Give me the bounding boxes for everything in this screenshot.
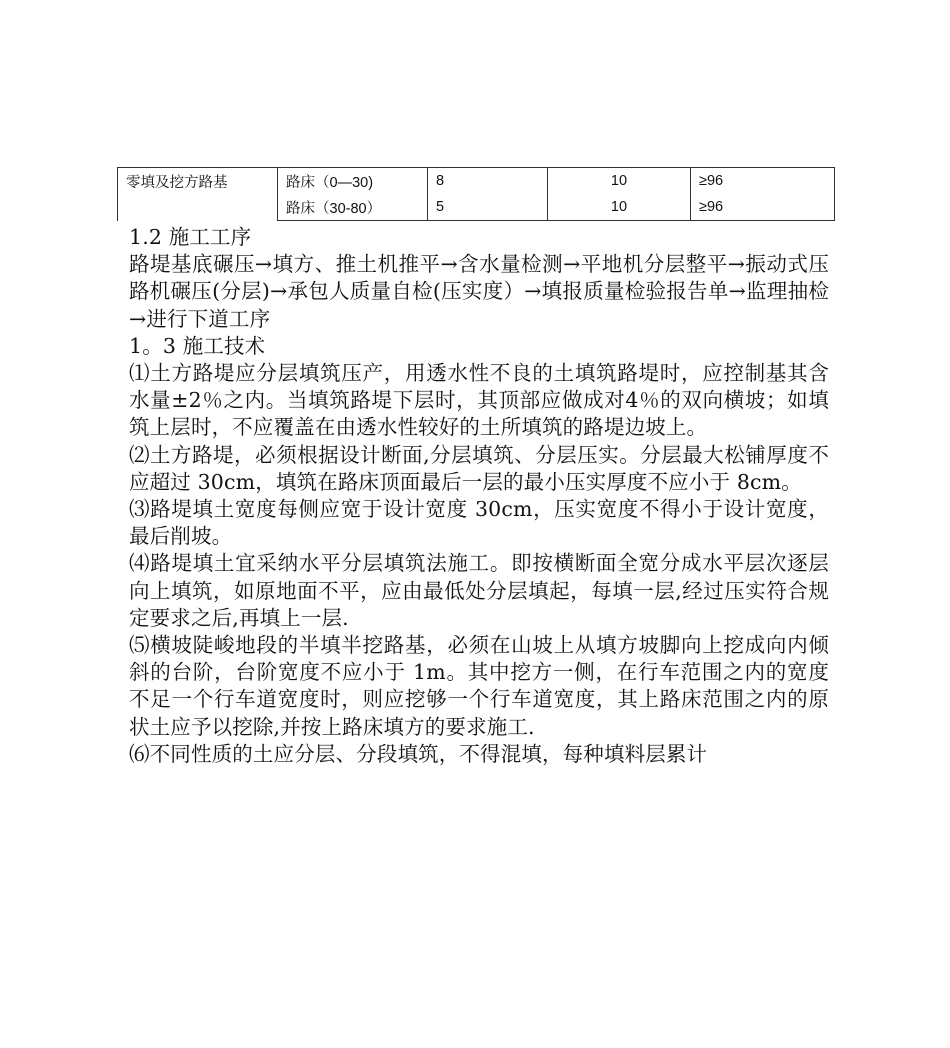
table-cell-value: 10 [548,168,691,195]
table-cell-value: 10 [548,194,691,221]
table-cell-value: 5 [428,194,548,221]
section-heading: 1。3 施工技术 [129,333,266,358]
process-flow-paragraph: 路堤基底碾压→填方、推土机推平→含水量检测→平地机分层整平→振动式压路机碾压(分层)→承包人质量自检(压实度）→填报质量检验报告单→监理抽检→进行下道工序 [129,252,829,331]
table-cell-compaction: ≥96 [691,194,835,221]
list-item: ⑵土方路堤，必须根据设计断面,分层填筑、分层压实。分层最大松铺厚度不应超过 30cm，填筑在路床顶面最后一层的最小压实厚度不应小于 8cm。 [129,442,829,494]
table-cell-value: 8 [428,168,548,195]
list-item: ⑴土方路堤应分层填筑压产，用透水性不良的土填筑路堤时，应控制基其含水量±2％之内。当填筑路堤下层时，其顶部应做成对4％的双向横坡；如填筑上层时，不应覆盖在由透水性较好的土所填筑的路堤边坡上。 [129,361,829,440]
table-row [118,168,835,195]
list-item: ⑶路堤填土宽度每侧应宽于设计宽度 30cm，压实宽度不得小于设计宽度，最后削坡。 [129,497,829,549]
list-item: ⑷路堤填土宜采纳水平分层填筑法施工。即按横断面全宽分成水平层次逐层向上填筑，如原地面不平，应由最低处分层填起，每填一层,经过压实符合规定要求之后,再填上一层. [129,551,829,630]
table-cell-layer: 路床（30-80） [278,194,428,221]
list-item: ⑹不同性质的土应分层、分段填筑，不得混填，每种填料层累计 [129,741,708,766]
list-item: ⑸横坡陡峻地段的半填半挖路基，必须在山坡上从填方坡脚向上挖成向内倾斜的台阶，台阶宽度不应小于 1m。其中挖方一侧，在行车范围之内的宽度不足一个行车道宽度时，则应挖够一个行车道宽度，其上路床范围之内的原状土应予以挖除,并按上路床填方的要求施工. [129,633,829,739]
table-cell-category: 零填及挖方路基 [118,168,278,221]
document-body [129,224,829,768]
table-cell-compaction: ≥96 [691,168,835,195]
section-heading: 1.2 施工工序 [129,225,252,249]
compaction-spec-table [117,167,835,221]
table-cell-layer: 路床（0—30) [278,168,428,195]
